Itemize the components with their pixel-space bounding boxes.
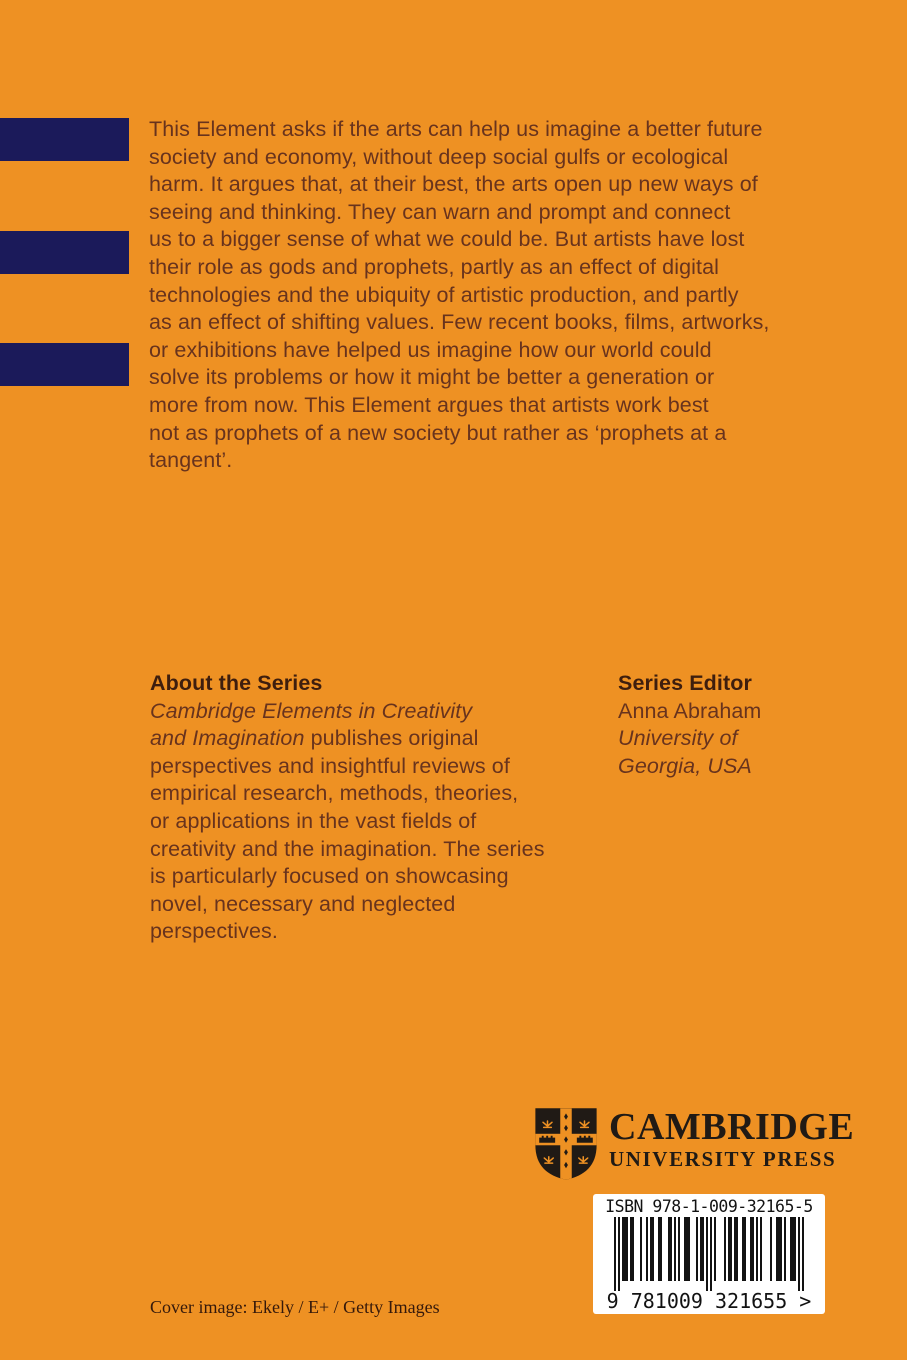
- navy-bar-1: [0, 118, 129, 161]
- barcode-bars: [614, 1217, 804, 1291]
- series-title-italic: and Imagination: [150, 726, 305, 751]
- about-series-section: [150, 670, 545, 946]
- blurb-line: solve its problems or how it might be better a generation or: [149, 365, 715, 390]
- about-series-line: [150, 836, 545, 864]
- blurb-line: us to a bigger sense of what we could be. But artists have lost: [149, 227, 745, 252]
- about-series-line: [150, 753, 545, 781]
- navy-bar-2: [0, 231, 129, 274]
- blurb-line: not as prophets of a new society but rather as ‘prophets at a: [149, 420, 727, 445]
- blurb: [149, 116, 770, 475]
- series-text: perspectives and insightful reviews of: [150, 753, 510, 778]
- series-text: publishes original: [304, 726, 479, 751]
- about-series-body: [150, 698, 545, 946]
- blurb-line: as an effect of shifting values. Few recent books, films, artworks,: [149, 310, 770, 335]
- series-editor-heading: Series Editor: [618, 671, 752, 695]
- publisher-logo: [534, 1107, 854, 1186]
- barcode-number: 9 781009 321655 >: [606, 1289, 812, 1313]
- cambridge-shield-icon: [534, 1107, 598, 1186]
- publisher-name-line2: UNIVERSITY PRESS: [609, 1147, 837, 1171]
- series-title-italic: Cambridge Elements in Creativity: [150, 698, 473, 723]
- blurb-line: harm. It argues that, at their best, the arts open up new ways of: [149, 172, 758, 197]
- about-series-line: [150, 863, 545, 891]
- blurb-line: tangent’.: [149, 448, 233, 473]
- about-series-line: [150, 918, 545, 946]
- series-text: empirical research, methods, theories,: [150, 781, 519, 806]
- navy-bar-3: [0, 343, 129, 386]
- cover-credit: Cover image: Ekely / E+ / Getty Images: [150, 1297, 440, 1317]
- series-editor-section: [618, 670, 761, 780]
- blurb-line: or exhibitions have helped us imagine how our world could: [149, 337, 712, 362]
- series-editor-affiliation-line: Georgia, USA: [618, 753, 752, 778]
- blurb-line: society and economy, without deep social gulfs or ecological: [149, 144, 729, 169]
- blurb-line: technologies and the ubiquity of artistic production, and partly: [149, 282, 739, 307]
- isbn-label: ISBN 978-1-009-32165-5: [605, 1197, 813, 1216]
- series-editor-name: Anna Abraham: [618, 698, 762, 723]
- blurb-line: seeing and thinking. They can warn and prompt and connect: [149, 199, 731, 224]
- about-series-line: [150, 891, 545, 919]
- series-text: is particularly focused on showcasing: [150, 864, 509, 889]
- series-text: or applications in the vast fields of: [150, 808, 477, 833]
- blurb-line: more from now. This Element argues that artists work best: [149, 392, 709, 417]
- about-series-line: [150, 808, 545, 836]
- series-editor-affiliation-line: University of: [618, 726, 738, 751]
- blurb-line: their role as gods and prophets, partly as an effect of digital: [149, 254, 720, 279]
- blurb-line: This Element asks if the arts can help us imagine a better future: [149, 117, 763, 141]
- series-editor-affiliation: [618, 725, 761, 780]
- publisher-name-line1: CAMBRIDGE: [609, 1106, 855, 1148]
- series-text: perspectives.: [150, 919, 278, 944]
- about-series-line: [150, 780, 545, 808]
- about-series-line: [150, 698, 545, 726]
- publisher-wordmark: [609, 1107, 854, 1171]
- series-text: creativity and the imagination. The series: [150, 836, 545, 861]
- series-text: novel, necessary and neglected: [150, 891, 456, 916]
- barcode-panel: [593, 1194, 825, 1314]
- about-series-line: [150, 725, 545, 753]
- about-series-heading: About the Series: [150, 671, 323, 695]
